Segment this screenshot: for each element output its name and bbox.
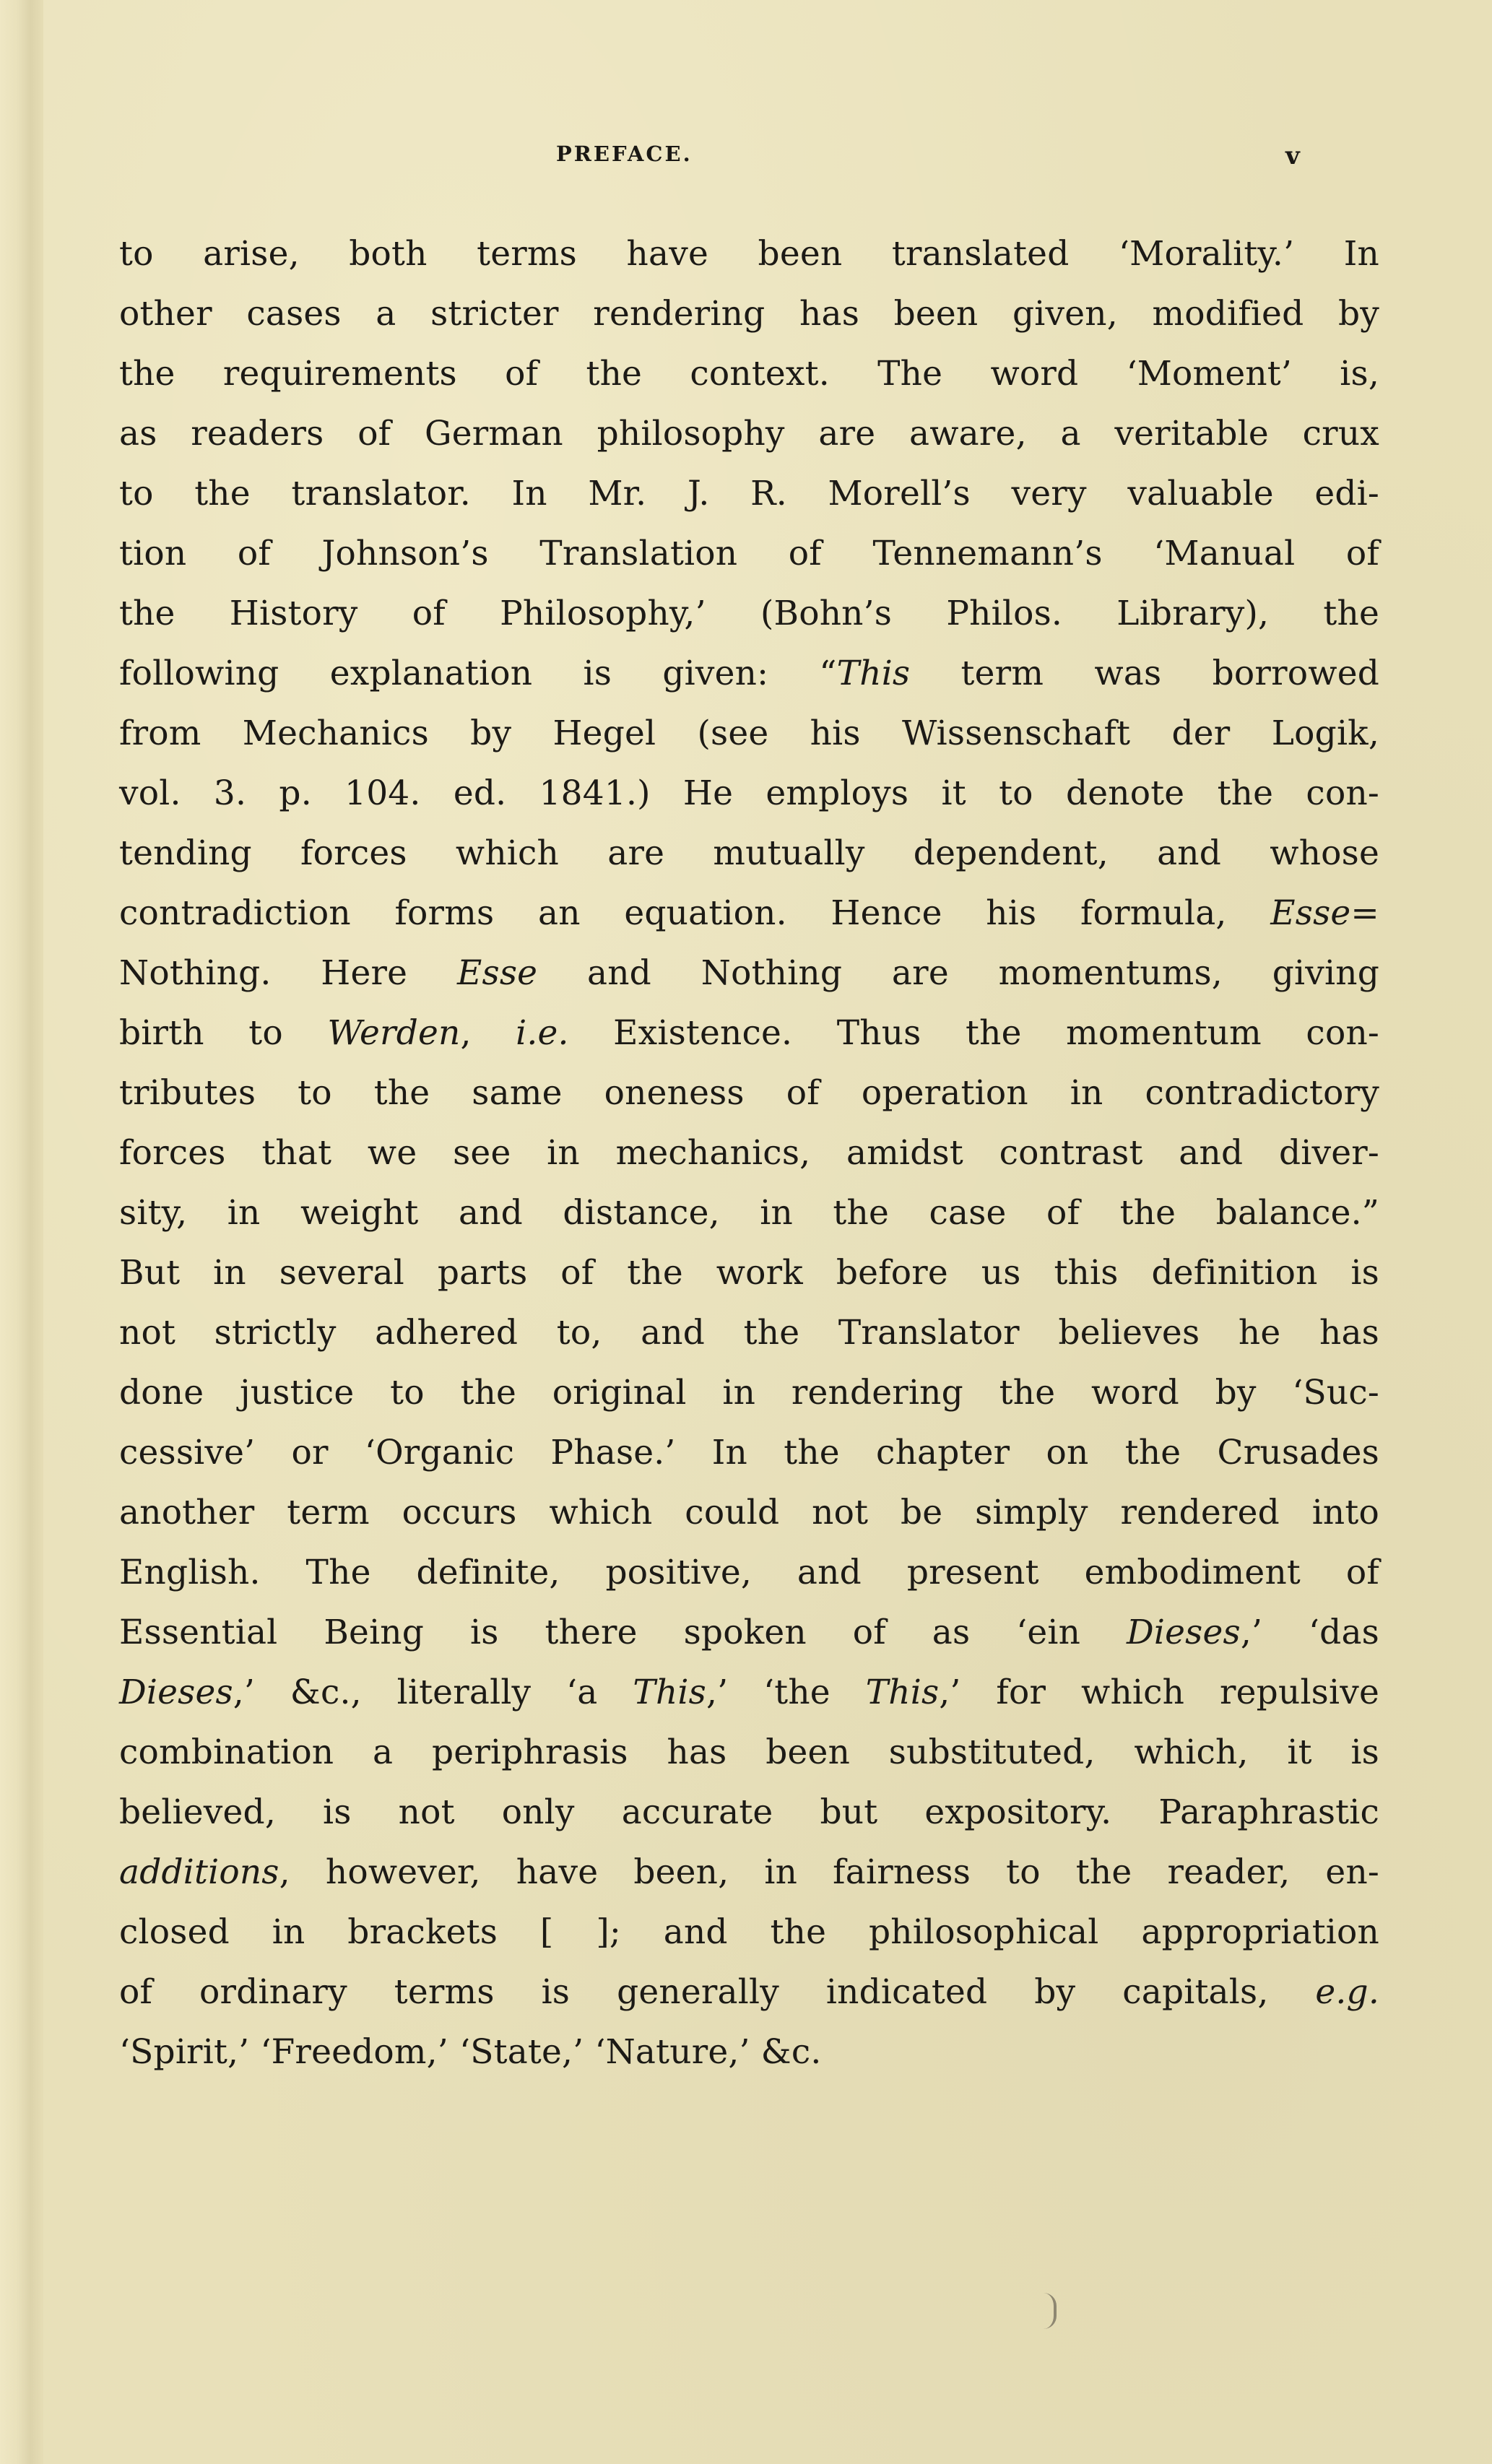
text-line: believed, is not only accurate but expository. Paraphrastic [119,1792,1379,1832]
text-line: not strictly adhered to, and the Translator believes he has [119,1313,1379,1353]
text-line: to the translator. In Mr. J. R. Morell’s very valuable edi- [119,474,1379,513]
text-line: Nothing. Here Esse and Nothing are momentums, giving [119,953,1379,993]
text-line: Dieses,’ &c., literally ‘a This,’ ‘the This,’ for which repulsive [119,1673,1379,1712]
text-line: the requirements of the context. The word ‘Moment’ is, [119,354,1379,394]
text-line: English. The definite, positive, and present embodiment of [119,1553,1379,1592]
ink-blemish [1044,2293,1057,2329]
text-line: ‘Spirit,’ ‘Freedom,’ ‘State,’ ‘Nature,’ &c. [119,2032,822,2072]
text-line: another term occurs which could not be simply rendered into [119,1493,1379,1532]
text-line: Essential Being is there spoken of as ‘ein Dieses,’ ‘das [119,1613,1380,1652]
text-line: done justice to the original in rendering the word by ‘Suc- [119,1373,1379,1413]
text-line: additions, however, have been, in fairness to the reader, en- [119,1852,1379,1892]
text-line: following explanation is given: “This term was borrowed [119,654,1379,693]
text-line: cessive’ or ‘Organic Phase.’ In the chapter on the Crusades [119,1433,1379,1472]
text-line: tributes to the same oneness of operation in contradictory [119,1073,1379,1113]
text-line: sity, in weight and distance, in the case of the balance.” [119,1193,1379,1233]
text-line: combination a periphrasis has been substituted, which, it is [119,1732,1379,1772]
page-number: v [1285,142,1300,170]
running-title: PREFACE. [556,142,693,166]
text-line: But in several parts of the work before us this definition is [119,1253,1379,1293]
binding-gutter [0,0,43,2464]
text-line: forces that we see in mechanics, amidst contrast and diver- [119,1133,1379,1173]
text-line: to arise, both terms have been translated ‘Morality.’ In [119,234,1379,274]
text-line: vol. 3. p. 104. ed. 1841.) He employs it to denote the con- [119,773,1379,813]
text-line: other cases a stricter rendering has been given, modified by [119,294,1379,334]
text-line: tion of Johnson’s Translation of Tennemann’s ‘Manual of [119,534,1379,573]
text-line: as readers of German philosophy are aware, a veritable crux [119,414,1379,454]
text-line: birth to Werden, i.e. Existence. Thus the momentum con- [119,1013,1380,1053]
running-head [0,142,1492,185]
text-line: closed in brackets [ ]; and the philosophical appropriation [119,1912,1379,1952]
text-line: of ordinary terms is generally indicated by capitals, e.g. [119,1972,1379,2012]
text-line: the History of Philosophy,’ (Bohn’s Philos. Library), the [119,594,1379,633]
text-line: tending forces which are mutually dependent, and whose [119,833,1379,873]
text-line: from Mechanics by Hegel (see his Wissenschaft der Logik, [119,713,1379,753]
text-line: contradiction forms an equation. Hence his formula, Esse= [119,893,1379,933]
body-text [119,224,1379,2082]
